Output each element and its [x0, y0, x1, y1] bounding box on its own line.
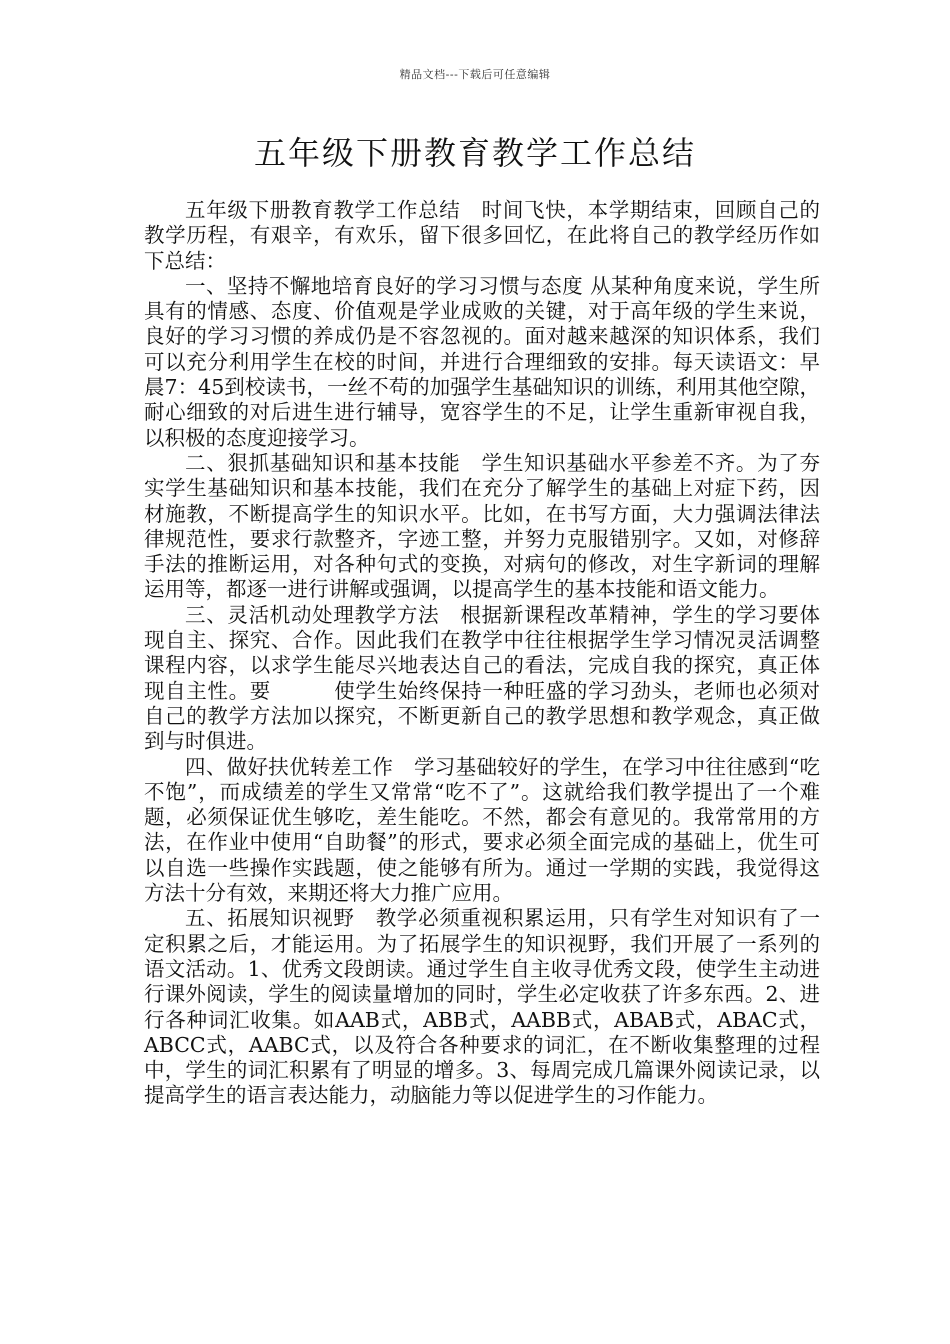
header-note: 精品文档---下载后可任意编辑	[399, 68, 551, 81]
section-3-paragraph: 三、灵活机动处理教学方法 根据新课程改革精神，学生的学习要体现自主、探究、合作。因此我们在教学中往往根据学生学习情况灵活调整课程内容，以求学生能尽兴地表达自己的看法，完成自我的探究，真正体现自主性。要 使学生始终保持一种旺盛的学习劲头，老师也必须对自己的教学方法加以探究，不断更新自己的教学思想和教学观念，真正做到与时俱进。	[144, 602, 820, 754]
document-title: 五年级下册教育教学工作总结	[253, 134, 696, 172]
section-5-paragraph: 五、拓展知识视野 教学必须重视积累运用，只有学生对知识有了一定积累之后，才能运用。为了拓展学生的知识视野，我们开展了一系列的语文活动。1、优秀文段朗读。通过学生自主收寻优秀文段，使学生主动进行课外阅读，学生的阅读量增加的同时，学生必定收获了许多东西。2、进行各种词汇收集。如AAB式，ABB式，AABB式，ABAB式，ABAC式，ABCC式，AABC式，以及符合各种要求的词汇，在不断收集整理的过程中，学生的词汇积累有了明显的增多。3、每周完成几篇课外阅读记录，以提高学生的语言表达能力，动脑能力等以促进学生的习作能力。	[144, 906, 820, 1108]
section-4-paragraph: 四、做好扶优转差工作 学习基础较好的学生，在学习中往往感到“吃不饱”，而成绩差的学生又常常“吃不了”。这就给我们教学提出了一个难题，必须保证优生够吃，差生能吃。不然，都会有意见的。我常常用的方法，在作业中使用“自助餐”的形式，要求必须全面完成的基础上，优生可以自选一些操作实践题，使之能够有所为。通过一学期的实践，我觉得这方法十分有效，来期还将大力推广应用。	[144, 754, 820, 906]
document-body	[144, 198, 820, 1109]
intro-paragraph: 五年级下册教育教学工作总结 时间飞快，本学期结束，回顾自己的教学历程，有艰辛，有欢乐，留下很多回忆，在此将自己的教学经历作如下总结：	[144, 198, 820, 273]
section-2-paragraph: 二、狠抓基础知识和基本技能 学生知识基础水平参差不齐。为了夯实学生基础知识和基本技能，我们在充分了解学生的基础上对症下药，因材施教，不断提高学生的知识水平。比如，在书写方面，大力强调法律法律规范性，要求行款整齐，字迹工整，并努力克服错别字。又如，对修辞手法的推断运用，对各种句式的变换，对病句的修改，对生字新词的理解运用等，都逐一进行讲解或强调，以提高学生的基本技能和语文能力。	[144, 450, 820, 602]
section-1-paragraph: 一、坚持不懈地培育良好的学习习惯与态度 从某种角度来说，学生所具有的情感、态度、价值观是学业成败的关键，对于高年级的学生来说，良好的学习习惯的养成仍是不容忽视的。面对越来越深的知识体系，我们可以充分利用学生在校的时间，并进行合理细致的安排。每天读语文：早晨7：45到校读书，一丝不苟的加强学生基础知识的训练，利用其他空隙，耐心细致的对后进生进行辅导，宽容学生的不足，让学生重新审视自我，以积极的态度迎接学习。	[144, 273, 820, 450]
